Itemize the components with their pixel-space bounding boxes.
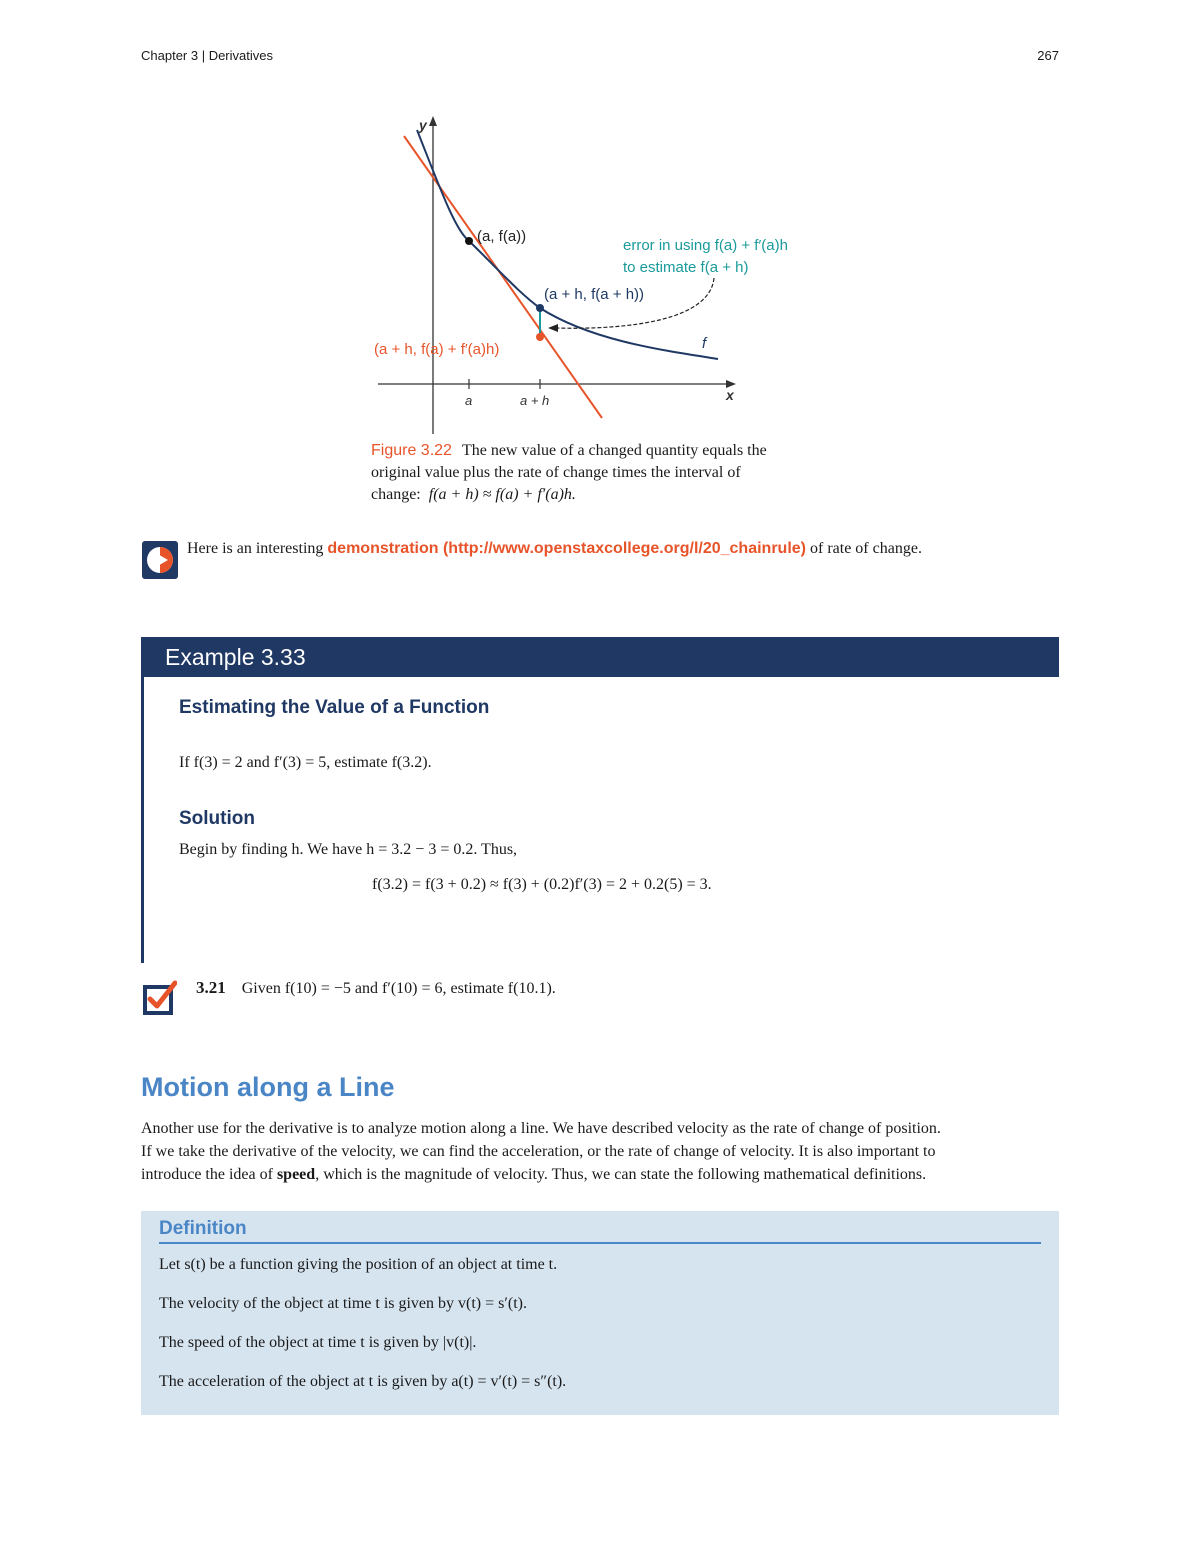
section-title: Motion along a Line: [141, 1072, 395, 1102]
solution-equation: f(3.2) = f(3 + 0.2) ≈ f(3) + (0.2)f′(3) = 2 + 0.2(5) = 3.: [372, 876, 712, 893]
caption-line-2: original value plus the rate of change times the interval of: [371, 464, 741, 481]
media-suffix: of rate of change.: [806, 540, 922, 557]
paragraph-line-3-prefix: introduce the idea of: [141, 1166, 277, 1183]
definition-line-2: The velocity of the object at time t is given by v(t) = s′(t).: [159, 1295, 527, 1312]
label-error-line1: error in using f(a) + f′(a)h: [623, 237, 788, 254]
speed-term: speed: [276, 1166, 316, 1183]
media-prefix: Here is an interesting: [187, 540, 328, 557]
figure-label: Figure 3.22: [371, 442, 452, 459]
label-point-ah: (a + h, f(a + h)): [544, 286, 645, 303]
definition-heading: Definition: [159, 1218, 247, 1239]
definition-line-3: The speed of the object at time t is given by |v(t)|.: [159, 1334, 477, 1351]
caption-formula: f(a + h) ≈ f(a) + f′(a)h.: [428, 486, 576, 503]
caption-line-3: change:: [371, 486, 421, 503]
media-line: [187, 540, 922, 558]
checkpoint-line: [196, 978, 556, 998]
section-paragraph: [141, 1117, 1059, 1186]
tangent-point: [536, 333, 544, 341]
error-pointer-arrowhead: [548, 324, 558, 332]
paragraph-line-1: Another use for the derivative is to analyze motion along a line. We have described velocity as the rate of change of position.: [141, 1120, 941, 1137]
definition-rule: [159, 1242, 1041, 1244]
point-ah: [536, 304, 544, 312]
solution-heading: Solution: [179, 808, 255, 829]
checkpoint-icon: [141, 979, 177, 1017]
definition-line-4: The acceleration of the object at t is given by a(t) = v′(t) = s″(t).: [159, 1373, 567, 1390]
definition-line-1: Let s(t) be a function giving the position of an object at time t.: [159, 1256, 558, 1273]
x-axis-label: x: [726, 387, 734, 403]
point-a: [465, 237, 473, 245]
paragraph-line-3-suffix: , which is the magnitude of velocity. Thus, we can state the following mathematical definitions.: [315, 1166, 927, 1183]
caption-line-1: The new value of a changed quantity equals the: [461, 442, 767, 459]
example-title: Estimating the Value of a Function: [179, 697, 490, 718]
figure-caption: [371, 440, 831, 506]
tangent-line: [404, 136, 602, 418]
example-side-bar: [141, 677, 144, 963]
tick-label-a: a: [465, 393, 473, 408]
label-error-line2: to estimate f(a + h): [623, 259, 749, 276]
checkpoint-text: Given f(10) = −5 and f′(10) = 6, estimate f(10.1).: [241, 980, 556, 997]
y-axis-label: y: [419, 117, 427, 133]
page-number: 267: [1037, 48, 1059, 63]
solution-text: Begin by finding h. We have h = 3.2 − 3 = 0.2. Thus,: [179, 841, 518, 858]
paragraph-line-2: If we take the derivative of the velocity, we can find the acceleration, or the rate of change of velocity. It is also important to: [141, 1143, 936, 1160]
checkpoint-number: 3.21: [196, 978, 226, 997]
linear-approximation-figure: [360, 108, 840, 438]
label-point-a: (a, f(a)): [477, 228, 527, 245]
demonstration-link[interactable]: demonstration (http://www.openstaxcollege.org/l/20_chainrule): [327, 540, 806, 557]
label-tangent-point: (a + h, f(a) + f′(a)h): [374, 341, 500, 358]
y-axis-arrow: [429, 116, 437, 126]
tick-label-ah: a + h: [520, 393, 550, 408]
label-curve-f: f: [702, 335, 707, 352]
media-play-icon: [141, 540, 179, 580]
example-header: Example 3.33: [141, 637, 1059, 677]
running-head: Chapter 3 | Derivatives: [141, 48, 273, 63]
example-problem: If f(3) = 2 and f′(3) = 5, estimate f(3.2).: [179, 754, 432, 771]
